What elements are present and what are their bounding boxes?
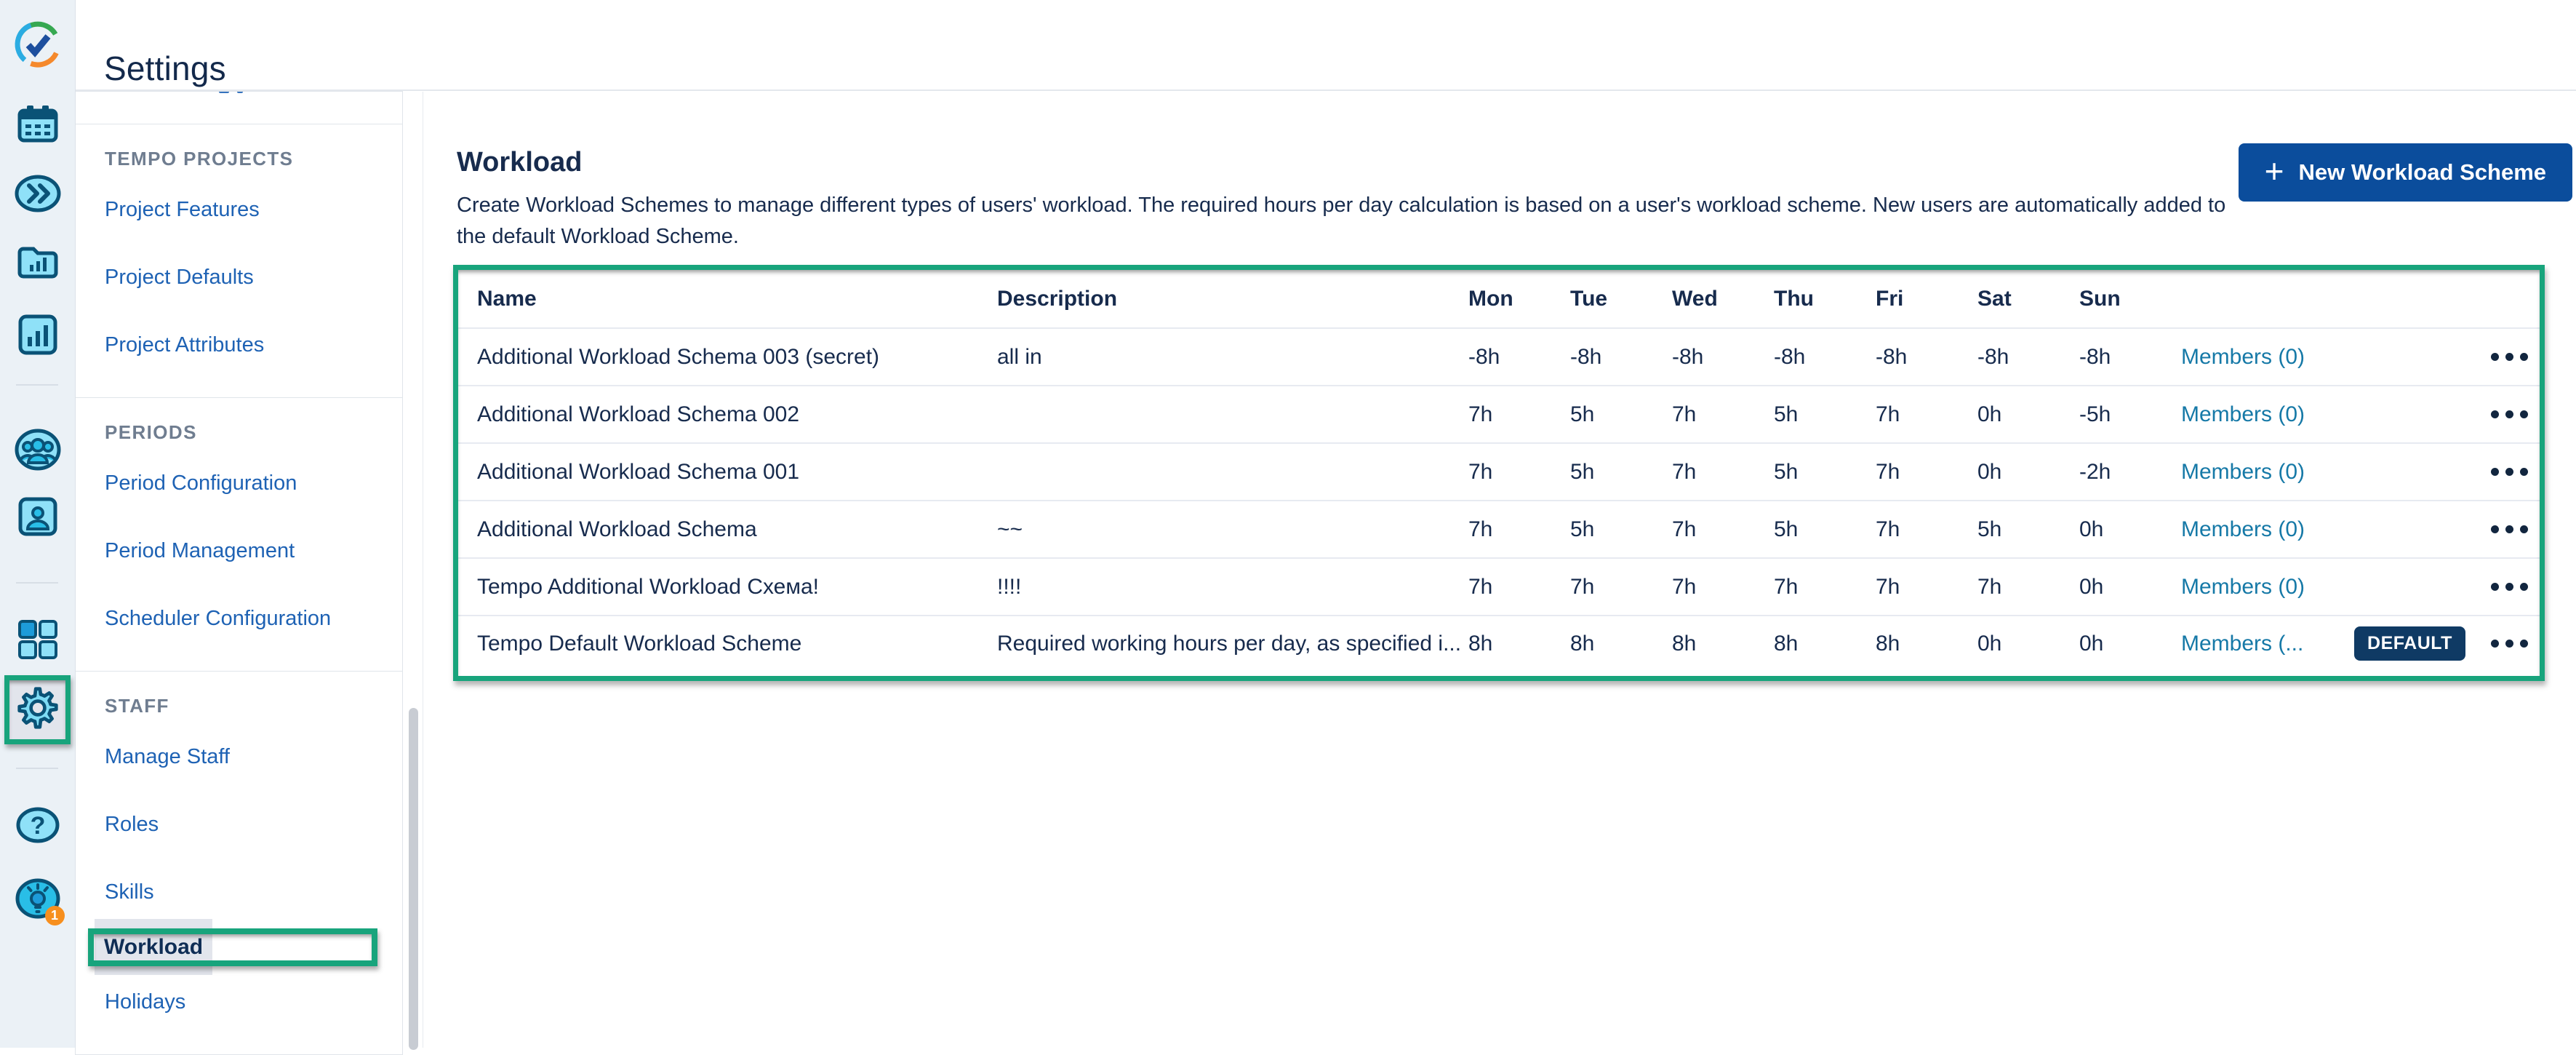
day-hours-fri: 7h <box>1876 517 1900 541</box>
members-link[interactable]: Members (0) <box>2181 574 2305 599</box>
day-hours-sun: -5h <box>2079 402 2111 426</box>
rail-divider <box>16 582 58 584</box>
rail-divider <box>16 384 58 386</box>
day-hours-sat: 0h <box>1977 631 2002 656</box>
sidebar-scrollbar[interactable] <box>409 708 418 1050</box>
column-header-thu: Thu <box>1774 286 1814 311</box>
row-menu-button[interactable] <box>2488 400 2531 429</box>
row-menu-button[interactable] <box>2488 343 2531 371</box>
rail-item-resource-planning[interactable] <box>0 498 75 538</box>
day-hours-thu: -8h <box>1774 344 1806 369</box>
sidebar-section-periods <box>75 397 403 672</box>
day-hours-tue: 5h <box>1570 402 1595 426</box>
day-hours-mon: 7h <box>1468 402 1493 426</box>
new-workload-scheme-button[interactable] <box>2239 143 2572 202</box>
row-actions-cell <box>2473 343 2540 371</box>
scheme-description: Required working hours per day, as specified i... <box>997 631 1462 656</box>
workload-table-annotation-highlight <box>453 265 2545 681</box>
new-workload-scheme-label: New Workload Scheme <box>2298 159 2546 185</box>
clipped-sidebar-section <box>75 91 403 124</box>
day-hours-sun: -2h <box>2079 459 2111 484</box>
lightbulb-icon <box>15 878 60 923</box>
day-hours-tue: 8h <box>1570 631 1595 656</box>
row-menu-button[interactable] <box>2488 573 2531 601</box>
row-menu-button[interactable] <box>2488 515 2531 544</box>
day-hours-sat: 5h <box>1977 517 2002 541</box>
app-icon-rail <box>0 0 76 1048</box>
rail-item-calendar[interactable] <box>0 106 75 144</box>
day-hours-fri: 7h <box>1876 574 1900 599</box>
rail-item-help[interactable] <box>0 808 75 845</box>
sidebar-section-tempo-projects <box>75 124 403 398</box>
column-header-description: Description <box>997 286 1118 311</box>
row-actions-cell <box>2473 573 2540 601</box>
svg-text:?: ? <box>30 811 45 840</box>
table-row <box>458 329 2540 386</box>
column-header-tue: Tue <box>1570 286 1608 311</box>
rail-item-reports[interactable] <box>0 316 75 357</box>
sidebar-item-skills[interactable]: Skills <box>105 880 154 904</box>
sidebar-item-scheduler-configuration[interactable]: Scheduler Configuration <box>105 607 332 630</box>
table-row <box>458 616 2540 671</box>
rail-item-quick-nav[interactable] <box>0 176 75 214</box>
day-hours-thu: 5h <box>1774 517 1799 541</box>
scheme-name: Additional Workload Schema <box>477 517 757 541</box>
scheme-name: Tempo Additional Workload Схема! <box>477 574 819 599</box>
rail-item-settings[interactable] <box>16 686 60 733</box>
day-hours-sun: 0h <box>2079 517 2104 541</box>
scheme-name: Tempo Default Workload Scheme <box>477 631 802 656</box>
rail-item-teams[interactable] <box>0 429 75 473</box>
day-hours-sat: 7h <box>1977 574 2002 599</box>
day-hours-tue: -8h <box>1570 344 1602 369</box>
day-hours-sat: -8h <box>1977 344 2009 369</box>
notification-badge: 1 <box>45 906 65 925</box>
day-hours-tue: 5h <box>1570 459 1595 484</box>
workload-schemes-table <box>458 270 2540 671</box>
column-header-sun: Sun <box>2079 286 2121 311</box>
plus-icon: + <box>2264 152 2284 190</box>
sidebar-item-manage-staff[interactable]: Manage Staff <box>105 745 230 768</box>
members-link[interactable]: Members (0) <box>2181 517 2305 541</box>
sidebar-section-staff <box>75 671 403 1055</box>
day-hours-mon: -8h <box>1468 344 1500 369</box>
settings-annotation-highlight <box>4 675 71 744</box>
day-hours-sun: -8h <box>2079 344 2111 369</box>
double-chevron-icon <box>15 175 61 216</box>
section-description: Create Workload Schemes to manage different types of users' workload. The required hours per day calculation is based on a user's workload scheme. New users are automatically added to the default Workload Scheme. <box>457 194 2226 248</box>
person-card-icon <box>18 497 57 540</box>
scheme-description: all in <box>997 344 1042 369</box>
question-icon <box>16 807 60 847</box>
table-header-row <box>458 270 2540 329</box>
workload-settings-panel <box>423 92 2576 1048</box>
day-hours-sun: 0h <box>2079 631 2104 656</box>
table-row <box>458 501 2540 559</box>
grid-apps-icon <box>17 619 58 664</box>
day-hours-sun: 0h <box>2079 574 2104 599</box>
tempo-logo[interactable] <box>0 16 75 76</box>
day-hours-thu: 7h <box>1774 574 1799 599</box>
day-hours-thu: 5h <box>1774 459 1799 484</box>
sidebar-section-label: STAFF <box>105 695 169 717</box>
day-hours-mon: 7h <box>1468 459 1493 484</box>
row-menu-button[interactable] <box>2488 458 2531 486</box>
scheme-name: Additional Workload Schema 003 (secret) <box>477 344 880 369</box>
day-hours-wed: 7h <box>1672 459 1697 484</box>
scheme-description: ~~ <box>997 517 1023 541</box>
day-hours-wed: 7h <box>1672 402 1697 426</box>
sidebar-item-roles[interactable]: Roles <box>105 813 159 836</box>
sidebar-item-project-defaults[interactable]: Project Defaults <box>105 266 254 289</box>
column-header-fri: Fri <box>1876 286 1904 311</box>
day-hours-wed: 7h <box>1672 517 1697 541</box>
table-row <box>458 444 2540 501</box>
day-hours-thu: 5h <box>1774 402 1799 426</box>
report-chart-icon <box>18 314 57 359</box>
day-hours-thu: 8h <box>1774 631 1799 656</box>
day-hours-tue: 5h <box>1570 517 1595 541</box>
day-hours-wed: 8h <box>1672 631 1697 656</box>
sidebar-item-workload[interactable]: Workload <box>95 919 212 975</box>
day-hours-sat: 0h <box>1977 459 2002 484</box>
sidebar-item-project-attributes[interactable]: Project Attributes <box>105 333 265 357</box>
scheme-name: Additional Workload Schema 001 <box>477 459 800 484</box>
page-title: Settings <box>104 49 226 87</box>
day-hours-mon: 7h <box>1468 574 1493 599</box>
row-actions-cell <box>2473 515 2540 544</box>
clipped-link-remnant <box>237 91 243 93</box>
default-badge-cell <box>2346 626 2473 661</box>
sidebar-section-label: TEMPO PROJECTS <box>105 148 294 170</box>
settings-sidebar <box>75 92 403 1055</box>
table-row <box>458 559 2540 616</box>
sidebar-item-holidays[interactable]: Holidays <box>105 990 186 1014</box>
day-hours-mon: 8h <box>1468 631 1493 656</box>
column-header-sat: Sat <box>1977 286 2012 311</box>
rail-item-whats-new[interactable] <box>0 879 75 921</box>
row-actions-cell <box>2473 400 2540 429</box>
row-menu-button[interactable] <box>2488 629 2531 658</box>
day-hours-fri: -8h <box>1876 344 1908 369</box>
day-hours-wed: 7h <box>1672 574 1697 599</box>
section-heading: Workload <box>457 146 583 178</box>
day-hours-fri: 7h <box>1876 459 1900 484</box>
row-actions-cell <box>2473 629 2540 658</box>
scheme-name: Additional Workload Schema 002 <box>477 402 800 426</box>
folder-chart-icon <box>17 245 59 284</box>
tempo-logo-icon <box>8 15 68 78</box>
sidebar-item-project-features[interactable]: Project Features <box>105 198 260 221</box>
day-hours-mon: 7h <box>1468 517 1493 541</box>
column-header-name: Name <box>477 286 537 311</box>
day-hours-fri: 7h <box>1876 402 1900 426</box>
row-actions-cell <box>2473 458 2540 486</box>
column-header-mon: Mon <box>1468 286 1513 311</box>
rail-item-apps[interactable] <box>0 621 75 661</box>
sidebar-item-period-configuration[interactable]: Period Configuration <box>105 471 297 495</box>
members-link[interactable]: Members (0) <box>2181 459 2305 484</box>
team-icon <box>15 428 61 475</box>
day-hours-sat: 0h <box>1977 402 2002 426</box>
rail-divider <box>16 768 58 769</box>
sidebar-item-period-management[interactable]: Period Management <box>105 539 295 562</box>
top-bar <box>75 0 2576 91</box>
members-link[interactable]: Members (0) <box>2181 402 2305 426</box>
clipped-link-remnant <box>219 91 229 93</box>
members-link[interactable]: Members (... <box>2181 631 2304 656</box>
members-link[interactable]: Members (0) <box>2181 344 2305 369</box>
scheme-description: !!!! <box>997 574 1022 599</box>
column-header-wed: Wed <box>1672 286 1718 311</box>
table-row <box>458 386 2540 444</box>
default-badge: DEFAULT <box>2354 626 2465 661</box>
day-hours-wed: -8h <box>1672 344 1704 369</box>
calendar-icon <box>17 105 58 146</box>
day-hours-tue: 7h <box>1570 574 1595 599</box>
gear-icon <box>16 686 60 733</box>
sidebar-section-label: PERIODS <box>105 421 197 443</box>
rail-item-project-reports[interactable] <box>0 247 75 282</box>
day-hours-fri: 8h <box>1876 631 1900 656</box>
